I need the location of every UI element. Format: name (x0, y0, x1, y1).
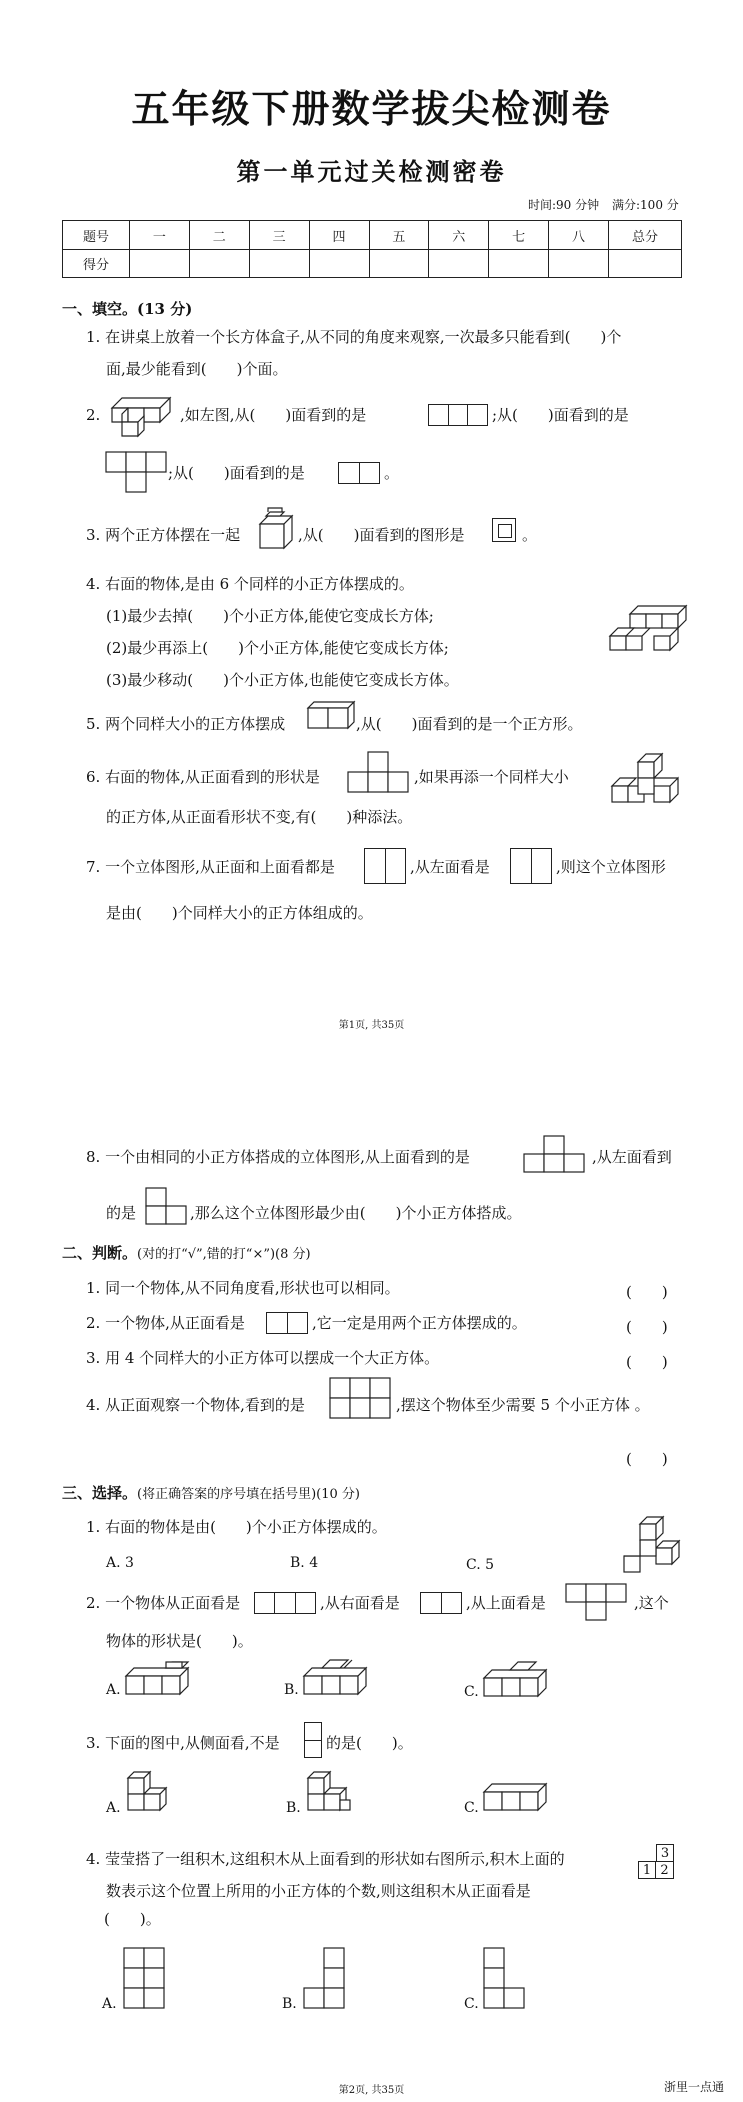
view-judge-2 (266, 1312, 308, 1334)
grid-cell: 1 (638, 1861, 656, 1879)
table-cell: 一 (130, 221, 190, 250)
judge-item-2: 2. 一个物体,从正面看是 (86, 1314, 245, 1332)
table-cell: 题号 (63, 221, 130, 250)
choice-q2-text-b: ,从右面看是 (320, 1594, 400, 1612)
choice-q2-option-c-figure[interactable] (480, 1658, 564, 1704)
option-label-c[interactable]: C. (464, 1800, 479, 1816)
view-q7-left (510, 848, 552, 884)
q7-text-b: ,从左面看是 (410, 858, 490, 876)
choice-q4-option-c-figure[interactable] (482, 1946, 526, 2012)
q3-text: 3. 两个正方体摆在一起 (86, 526, 241, 544)
choice-q3-option-b-figure[interactable] (304, 1766, 360, 1824)
option-label-b[interactable]: B. (286, 1800, 301, 1816)
judge-item-1: 1. 同一个物体,从不同角度看,形状也可以相同。 (86, 1279, 400, 1297)
choice-q4-text-b: 数表示这个位置上所用的小正方体的个数,则这组积木从正面看是 (106, 1882, 531, 1900)
q4-sub1: (1)最少去掉( )个小正方体,能使它变成长方体; (106, 607, 434, 625)
choice-q3-text-b: 的是( )。 (326, 1734, 413, 1752)
score-table-header-row (63, 221, 682, 250)
score-table-score-row (63, 250, 682, 278)
view-q7-front-top (364, 848, 406, 884)
q2-text-d: 。 (384, 464, 400, 482)
view-three-squares (428, 404, 488, 426)
choice-q2-text-a: 2. 一个物体从正面看是 (86, 1594, 241, 1612)
choice-q2-text-e: 物体的形状是( )。 (106, 1632, 253, 1650)
q3-stacked-cubes (258, 506, 294, 552)
q1-line1: 1. 在讲桌上放着一个长方体盒子,从不同的角度来观察,一次最多只能看到( )个 (86, 328, 622, 346)
score-table (62, 220, 682, 278)
table-cell: 三 (249, 221, 309, 250)
q3-text-b: 。 (522, 526, 538, 544)
view-q3-side (304, 1722, 322, 1758)
choice-q2-text-d: ,这个 (634, 1594, 669, 1612)
watermark: 浙里一点通 (664, 2080, 725, 2094)
page-title: 五年级下册数学拔尖检测卷 (131, 87, 612, 131)
option-label-b[interactable]: B. (282, 1996, 297, 2012)
q6-text-b: ,如果再添一个同样大小 (414, 768, 569, 786)
judge-item-4-tail: ,摆这个物体至少需要 5 个小正方体 。 (396, 1396, 650, 1414)
q7-text-a: 7. 一个立体图形,从正面和上面看都是 (86, 858, 335, 876)
q2-cube-figure (104, 390, 176, 440)
q2-text-c: ;从( )面看到的是 (492, 406, 629, 424)
table-cell: 得分 (63, 250, 130, 278)
score-cell[interactable] (429, 250, 489, 278)
score-cell[interactable] (489, 250, 549, 278)
view-two-squares (338, 462, 380, 484)
answer-paren[interactable]: ( ) (626, 1283, 668, 1301)
q3-text-a: ,从( )面看到的图形是 (298, 526, 465, 544)
judge-item-2-tail: ,它一定是用两个正方体摆成的。 (312, 1314, 527, 1332)
q5-two-cubes (306, 698, 356, 734)
q4-sub3: (3)最少移动( )个小正方体,也能使它变成长方体。 (106, 671, 459, 689)
answer-paren[interactable]: ( ) (626, 1353, 668, 1371)
view-q8-left (144, 1186, 188, 1228)
choice-q2-option-b-figure[interactable] (300, 1656, 384, 1702)
answer-paren[interactable]: ( ) (626, 1450, 668, 1468)
q6-cube-figure (610, 752, 690, 812)
choice-q3-option-c-figure[interactable] (480, 1778, 564, 1822)
section3-heading (62, 1482, 360, 1503)
grid-cell: 3 (656, 1844, 674, 1862)
table-cell: 四 (309, 221, 369, 250)
q4-text: 4. 右面的物体,是由 6 个同样的小正方体摆成的。 (86, 575, 414, 593)
view-q8-top (522, 1134, 588, 1176)
answer-paren[interactable]: ( ) (626, 1318, 668, 1336)
q2-text-a: ,如左图,从( )面看到的是 (180, 406, 367, 424)
q4-six-cube-figure (608, 600, 690, 658)
choice-q4-option-b-figure[interactable] (302, 1946, 346, 2012)
view-t-shape (106, 452, 168, 496)
exam-time: 时间:90 分钟 (528, 198, 600, 212)
option-c[interactable]: C. 5 (466, 1557, 495, 1573)
choice-q2-text-c: ,从上面看是 (466, 1594, 546, 1612)
section3-note: (将正确答案的序号填在括号里)(10 分) (137, 1487, 360, 1502)
q7-text-c: ,则这个立体图形 (556, 858, 666, 876)
option-a[interactable]: A. 3 (106, 1555, 134, 1571)
section3-title: 三、选择。 (62, 1484, 138, 1502)
exam-full-score: 满分:100 分 (612, 198, 679, 212)
choice-q4-text-a: 4. 莹莹搭了一组积木,这组积木从上面看到的形状如右图所示,积木上面的 (86, 1850, 565, 1868)
score-cell[interactable] (369, 250, 429, 278)
q6-text-c: 的正方体,从正面看形状不变,有( )种添法。 (106, 808, 413, 826)
option-label-c[interactable]: C. (464, 1996, 479, 2012)
section2-heading (62, 1242, 311, 1263)
q4-sub2: (2)最少再添上( )个小正方体,能使它变成长方体; (106, 639, 449, 657)
score-cell[interactable] (189, 250, 249, 278)
page-footer-2: 第2页, 共35页 (338, 2085, 405, 2096)
score-cell[interactable] (609, 250, 682, 278)
q8-text-b: ,从左面看到 (592, 1148, 672, 1166)
q5-text-b: ,从( )面看到的是一个正方形。 (356, 715, 583, 733)
view-q2-front (254, 1592, 316, 1614)
table-cell: 五 (369, 221, 429, 250)
choice-q2-option-a-figure[interactable] (122, 1658, 206, 1702)
page-subtitle: 第一单元过关检测密卷 (236, 157, 507, 186)
q2-number: 2. (86, 406, 101, 424)
q7-text-d: 是由( )个同样大小的正方体组成的。 (106, 904, 373, 922)
option-label-c[interactable]: C. (464, 1684, 479, 1700)
table-cell: 八 (549, 221, 609, 250)
view-judge-4 (328, 1376, 394, 1420)
section2-note: (对的打“√”,错的打“×”)(8 分) (137, 1247, 311, 1262)
section2-title: 二、判断。 (62, 1244, 138, 1262)
table-cell: 二 (189, 221, 249, 250)
view-square-in-square (492, 518, 516, 542)
view-q2-right (420, 1592, 462, 1614)
score-cell[interactable] (309, 250, 369, 278)
option-label-b[interactable]: B. (284, 1682, 299, 1698)
q6-text-a: 6. 右面的物体,从正面看到的形状是 (86, 768, 320, 786)
page-footer-1: 第1页, 共35页 (338, 1020, 405, 1031)
grid-cell: 2 (655, 1861, 674, 1879)
option-label-a[interactable]: A. (102, 1996, 117, 2012)
q8-text-a: 8. 一个由相同的小正方体搭成的立体图形,从上面看到的是 (86, 1148, 470, 1166)
judge-item-3: 3. 用 4 个同样大的小正方体可以摆成一个大正方体。 (86, 1349, 440, 1367)
option-b[interactable]: B. 4 (290, 1555, 319, 1571)
choice-q4-text-c: ( )。 (104, 1910, 161, 1928)
view-q2-top (564, 1582, 630, 1624)
score-cell[interactable] (130, 250, 190, 278)
choice-q3-text-a: 3. 下面的图中,从侧面看,不是 (86, 1734, 280, 1752)
option-label-a[interactable]: A. (106, 1682, 121, 1698)
choice-q1: 1. 右面的物体是由( )个小正方体摆成的。 (86, 1518, 387, 1536)
option-label-a[interactable]: A. (106, 1800, 121, 1816)
table-cell: 七 (489, 221, 549, 250)
q1-line2: 面,最少能看到( )个面。 (106, 360, 288, 378)
q8-text-c: 的是 (106, 1204, 137, 1222)
score-cell[interactable] (249, 250, 309, 278)
view-q6-front (348, 750, 410, 794)
choice-q1-figure (622, 1512, 688, 1578)
q2-text-b: ;从( )面看到的是 (168, 464, 305, 482)
q5-text-a: 5. 两个同样大小的正方体摆成 (86, 715, 286, 733)
choice-q4-option-a-figure[interactable] (122, 1946, 166, 2012)
table-cell: 六 (429, 221, 489, 250)
table-cell: 总分 (609, 221, 682, 250)
score-cell[interactable] (549, 250, 609, 278)
judge-item-4: 4. 从正面观察一个物体,看到的是 (86, 1396, 305, 1414)
section1-heading: 一、填空。(13 分) (62, 300, 193, 318)
choice-q3-option-a-figure[interactable] (124, 1766, 180, 1824)
q8-text-d: ,那么这个立体图形最少由( )个小正方体搭成。 (190, 1204, 522, 1222)
